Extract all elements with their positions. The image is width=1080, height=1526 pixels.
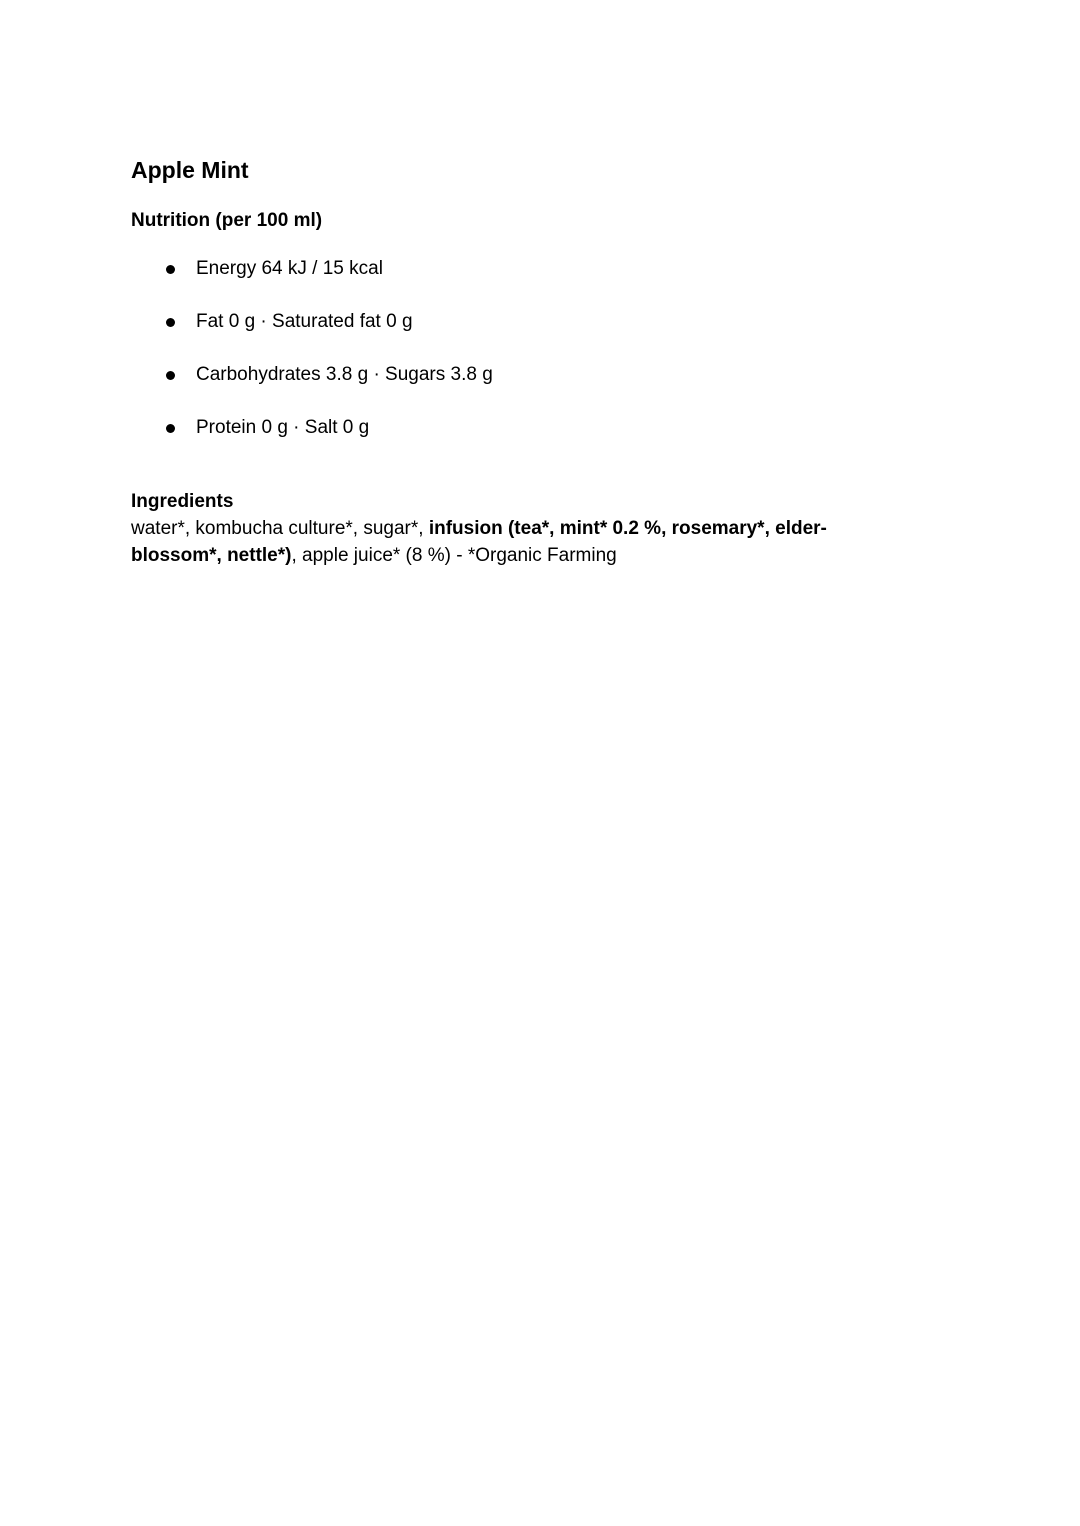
page-title: Apple Mint [131,157,249,183]
ingredients-part-1: water*, kombucha culture*, sugar*, [131,518,429,539]
bullet-icon [166,424,175,433]
nutrition-carbohydrates: Carbohydrates 3.8 g · Sugars 3.8 g [196,364,493,385]
nutrition-protein: Protein 0 g · Salt 0 g [196,417,370,438]
ingredients-infusion: infusion (tea*, mint* 0.2 %, rosemary*, elder-blossom*, nettle*) [131,518,827,566]
ingredients-part-3: , apple juice* (8 %) - *Organic Farming [291,545,617,566]
bullet-icon [166,371,175,380]
nutrition-fat: Fat 0 g · Saturated fat 0 g [196,311,413,332]
bullet-icon [166,265,175,274]
bullet-icon [166,318,175,327]
ingredients-heading: Ingredients [131,491,234,512]
ingredients-text [131,515,831,569]
nutrition-heading: Nutrition (per 100 ml) [131,210,323,231]
nutrition-energy: Energy 64 kJ / 15 kcal [196,258,383,279]
